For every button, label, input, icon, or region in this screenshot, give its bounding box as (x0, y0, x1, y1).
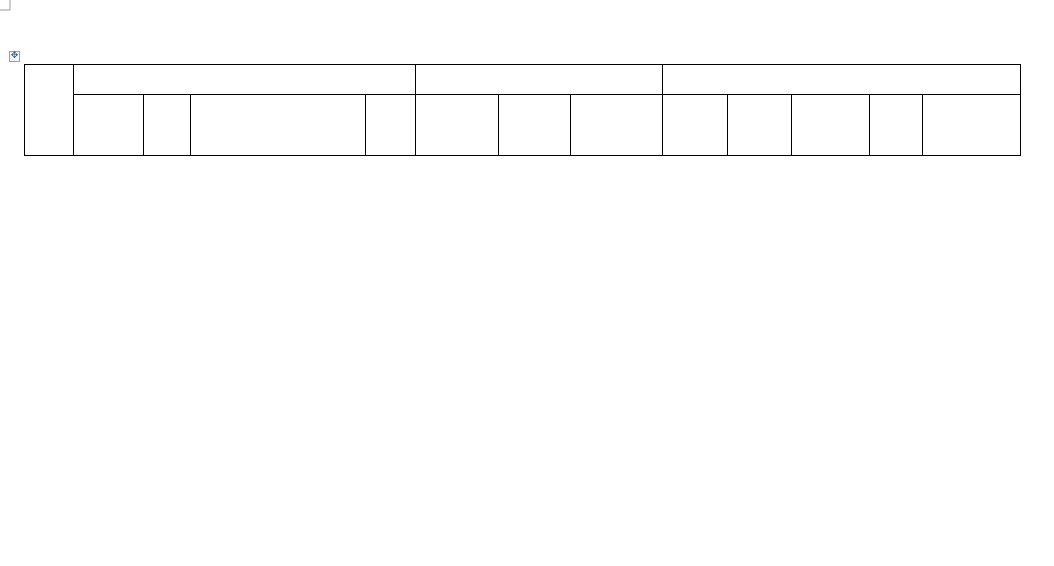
header-team (571, 95, 663, 156)
header-age (144, 95, 191, 156)
header-owner-group (74, 65, 416, 95)
footnote (34, 515, 1044, 535)
header-subsidence (870, 95, 923, 156)
header-village (499, 95, 571, 156)
relocation-info-table (24, 64, 1021, 156)
header-household (366, 95, 416, 156)
header-other-hazard (923, 95, 1021, 156)
header-hazard-group (663, 65, 1021, 95)
header-seq (25, 65, 74, 156)
header-debris-flow (792, 95, 870, 156)
document-title (28, 30, 1018, 64)
header-town (416, 95, 499, 156)
header-id (191, 95, 366, 156)
header-residence-group (416, 65, 663, 95)
header-name (74, 95, 144, 156)
table-move-handle-icon[interactable]: ✥ (10, 51, 19, 61)
header-landslide (728, 95, 792, 156)
header-collapse (663, 95, 728, 156)
corner-crop-mark-icon (0, 0, 12, 12)
